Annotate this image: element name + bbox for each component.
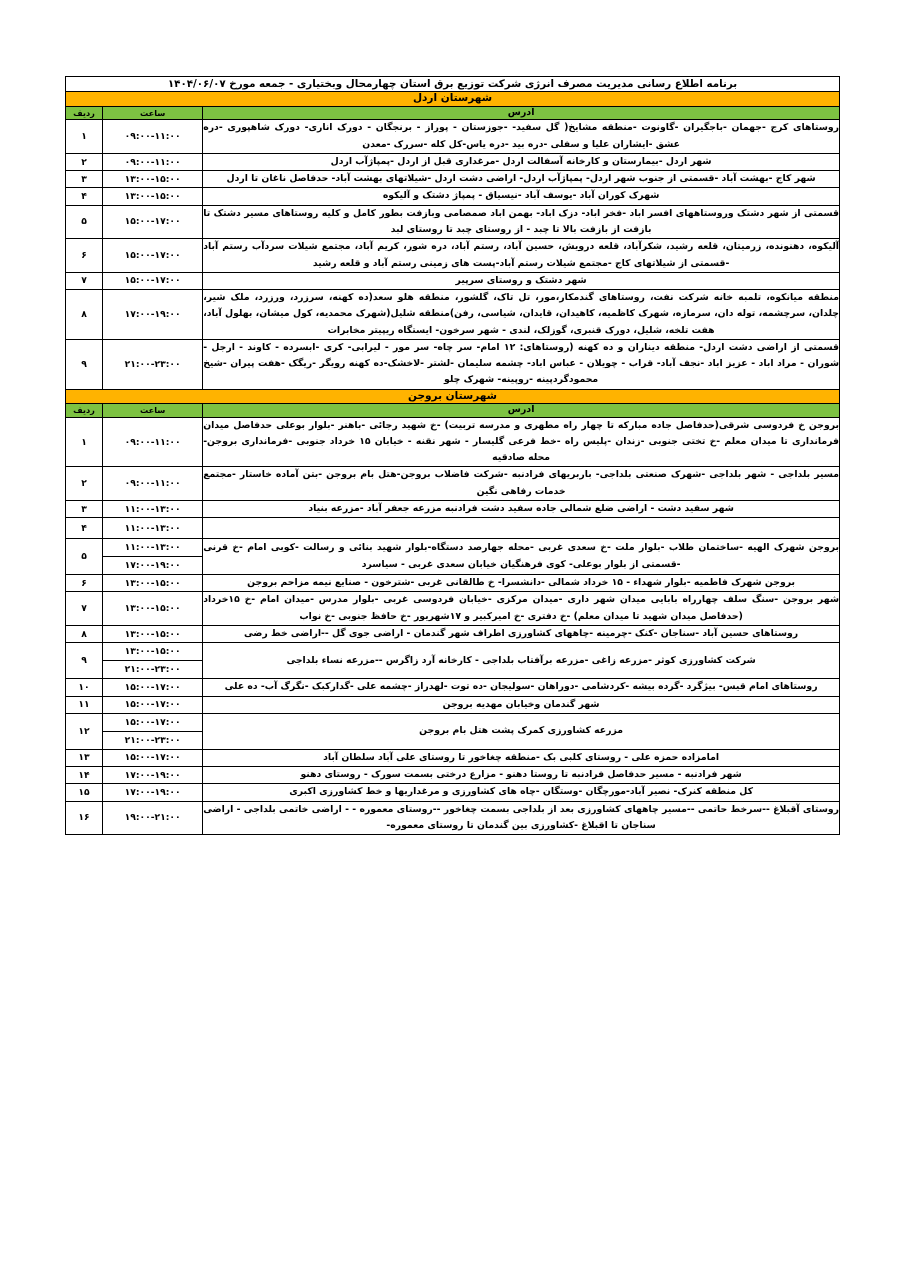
table-row: [66, 120, 840, 154]
row-number: ۵: [66, 205, 103, 239]
outage-time: ۰۹:۰۰-۱۱:۰۰: [103, 120, 203, 154]
table-row: [66, 784, 840, 801]
row-number: ۱۲: [66, 713, 103, 749]
row-number: ۱۱: [66, 696, 103, 713]
table-row: [66, 272, 840, 289]
row-number: ۷: [66, 272, 103, 289]
outage-time: ۱۳:۰۰-۱۵:۰۰: [124, 646, 181, 658]
document-title: برنامه اطلاع رسانی مدیریت مصرف انرژی شرکت توزیع برق استان چهارمحال وبختیاری - جمعه مورخ ۱۴۰۴/۰۶/۰۷: [66, 77, 840, 92]
outage-time: ۱۳:۰۰-۱۵:۰۰: [103, 171, 203, 188]
outage-time: ۲۱:۰۰-۲۳:۰۰: [103, 731, 202, 749]
document-title-row: [66, 77, 840, 92]
outage-time-group: [103, 643, 203, 679]
outage-address: منطقه میانکوه، تلمبه خانه شرکت نفت، روستاهای گندمکار،مور، تل تاک، گلشور، منطقه هلو سعد(ده کهنه، سرزرد، ورزرد، ملک شیر، چلدان، سرچشمه، توله دان، سرمازه، شهرک کاظمیه، کاهیدان، قایدان، شیاسی، رفن)منطقه شلیل(شهرک محمدیه، کول میشان، بهلول آباد، هفت تلخه، شلیل، دورک قنبری، گوزلک، لندی - شهر سرخون- ایستگاه ریپیتر مخابرات: [203, 290, 840, 340]
outage-address: آلیکوه، دهنونده، زرمیتان، قلعه رشید، شکرآباد، قلعه درویش، حسین آباد، رستم آباد، دره شور، کریم آباد، مجتمع شیلات سردآب رستم آباد -قسمتی از شیلاتهای کاج -مجتمع شیلات رستم آباد-پست های زمینی رستم آباد و قلعه رشید: [203, 239, 840, 273]
outage-time: ۱۳:۰۰-۱۵:۰۰: [103, 626, 203, 643]
outage-address: شهر سفید دشت - اراضی ضلع شمالی جاده سفید دشت فرادنبه مزرعه جعفر آباد -مزرعه بنیاد: [203, 500, 840, 517]
outage-time: ۰۹:۰۰-۱۱:۰۰: [103, 467, 203, 501]
outage-time: ۱۳:۰۰-۱۵:۰۰: [103, 592, 203, 626]
row-number: ۱۰: [66, 679, 103, 696]
outage-time: ۱۱:۰۰-۱۳:۰۰: [124, 542, 181, 554]
row-number: ۱: [66, 120, 103, 154]
table-row: [66, 592, 840, 626]
column-header-address: آدرس: [203, 107, 840, 120]
table-row: [66, 290, 840, 340]
column-header-row: [66, 404, 840, 417]
row-number: ۱۴: [66, 767, 103, 784]
table-row: [66, 153, 840, 170]
row-number: ۲: [66, 467, 103, 501]
outage-time: ۱۵:۰۰-۱۷:۰۰: [124, 716, 181, 728]
county-title: شهرستان بروجن: [66, 389, 840, 404]
outage-address: روستاهای امام قیس- بیژگرد -گرده بیشه -کردشامی -دوراهان -سولیجان -ده توت -لهدراز -چشمه علی -گدارکبک -نگرگ آب- ده علی: [203, 679, 840, 696]
outage-time: ۱۵:۰۰-۱۷:۰۰: [103, 749, 203, 766]
outage-address: شهر دشتک و روستای سرپیر: [203, 272, 840, 289]
outage-address: روستاهای حسین آباد -سناجان -کنک -چرمینه -چاههای کشاورزی اطراف شهر گندمان - اراضی جوی گل --اراضی خط رضی: [203, 626, 840, 643]
column-header-time: ساعت: [103, 107, 203, 120]
outage-address: قسمتی از شهر دشتک وروستاههای افسر اباد -فخر اباد- دزک اباد- بهمن اباد صمصامی وبازفت بطور کامل و کلیه روستاهای مسیر دشتک تا بازفت از بازفت بالا تا چبد - از روستای چبد تا روستای لبد: [203, 205, 840, 239]
outage-time: ۰۹:۰۰-۱۱:۰۰: [103, 417, 203, 467]
column-header-address: آدرس: [203, 404, 840, 417]
outage-address: [203, 518, 840, 539]
outage-time: ۱۱:۰۰-۱۳:۰۰: [103, 500, 203, 517]
table-row: [66, 643, 840, 679]
county-band-row: [66, 389, 840, 404]
table-row: [66, 696, 840, 713]
outage-address: شهر بروجن -سنگ سلف چهارراه بابایی میدان شهر داری -میدان مرکزی -خیابان فردوسی غربی -بلوار مدرس -میدان امام -خ ۱۵خرداد (حدفاصل میدان شهید تا میدان معلم) -خ دفتری -خ امیرکبیر و ۱۷شهریور -خ حافظ جنوبی -خ نواب: [203, 592, 840, 626]
row-number: ۱۶: [66, 801, 103, 835]
table-row: [66, 171, 840, 188]
table-row: [66, 749, 840, 766]
outage-time: ۱۳:۰۰-۱۵:۰۰: [103, 188, 203, 205]
outage-address: شهر اردل -بیمارستان و کارخانه آسفالت اردل -مرغداری قبل از اردل -پمپاژآب اردل: [203, 153, 840, 170]
outage-time-group: [103, 713, 203, 749]
table-row: [66, 539, 840, 575]
column-header-row-number: ردیف: [66, 404, 103, 417]
outage-time: ۱۷:۰۰-۱۹:۰۰: [103, 556, 202, 574]
table-row: [66, 801, 840, 835]
outage-address: بروجن شهرک فاطمیه -بلوار شهداء - ۱۵ خرداد شمالی -دانشسرا- خ طالقانی غربی -شترخون - صنایع نیمه مزاحم بروجن: [203, 575, 840, 592]
row-number: ۷: [66, 592, 103, 626]
table-row: [66, 767, 840, 784]
table-row: [66, 205, 840, 239]
outage-time: ۱۱:۰۰-۱۳:۰۰: [103, 518, 203, 539]
outage-time: ۱۹:۰۰-۲۱:۰۰: [103, 801, 203, 835]
table-row: [66, 575, 840, 592]
row-number: ۳: [66, 500, 103, 517]
county-title: شهرستان اردل: [66, 92, 840, 107]
column-header-row: [66, 107, 840, 120]
outage-address: امامزاده حمزه علی - روستای کلبی بک -منطقه چغاخور تا روستای علی آباد سلطان آباد: [203, 749, 840, 766]
outage-address: شهر فرادنبه - مسیر حدفاصل فرادنبه تا روستا دهنو - مزارع درختی بسمت سورک - روستای دهنو: [203, 767, 840, 784]
outage-time: ۱۵:۰۰-۱۷:۰۰: [103, 205, 203, 239]
outage-time: ۱۵:۰۰-۱۷:۰۰: [103, 272, 203, 289]
table-row: [66, 239, 840, 273]
row-number: ۹: [66, 643, 103, 679]
column-header-time: ساعت: [103, 404, 203, 417]
table-row: [66, 188, 840, 205]
outage-address: روستای آقبلاغ --سرخط حاتمی --مسیر چاههای کشاورزی بعد از بلداجی بسمت چغاخور --روستای معموره - - اراضی خاتمی بلداجی - اراضی سناجان تا اقبلاغ -کشاورزی بین گندمان تا روستای معموره-: [203, 801, 840, 835]
outage-time: ۱۵:۰۰-۱۷:۰۰: [103, 696, 203, 713]
outage-time: ۲۱:۰۰-۲۳:۰۰: [103, 660, 202, 678]
outage-address: کل منطقه کنرک- نصیر آباد-مورچگان -وستگان -چاه های کشاورزی و مرغداریها و خط کشاورزی اکبری: [203, 784, 840, 801]
row-number: ۴: [66, 518, 103, 539]
table-row: [66, 339, 840, 389]
outage-address: شهر گندمان وخیابان مهدیه بروجن: [203, 696, 840, 713]
row-number: ۶: [66, 575, 103, 592]
row-number: ۱۳: [66, 749, 103, 766]
outage-time-group: [103, 539, 203, 575]
row-number: ۴: [66, 188, 103, 205]
table-row: [66, 713, 840, 749]
outage-time: ۲۱:۰۰-۲۳:۰۰: [103, 339, 203, 389]
table-row: [66, 500, 840, 517]
outage-time: ۱۷:۰۰-۱۹:۰۰: [103, 784, 203, 801]
column-header-row-number: ردیف: [66, 107, 103, 120]
row-number: ۵: [66, 539, 103, 575]
outage-address: مسیر بلداجی - شهر بلداجی -شهرک صنعتی بلداجی- باربریهای فرادنبه -شرکت فاضلاب بروجن-هتل بام بروجن -بتن آماده خاستار -مجتمع خدمات رفاهی نگین: [203, 467, 840, 501]
outage-time: ۱۷:۰۰-۱۹:۰۰: [103, 290, 203, 340]
outage-address: روستاهای کرج -جهمان -باجگیران -گاونوت -منطقه مشایخ( گل سفید- -جوزستان - پوراز - برنجگان - دورک اناری- دورک شاهپوری -دره عشق -ایشاران علیا و سفلی -دره بید -دره یاس-کل کله -سررک -معدن: [203, 120, 840, 154]
outage-address: بروجن خ فردوسی شرقی(حدفاصل جاده مبارکه تا چهار راه مطهری و مدرسه تربیت) -خ شهید رجائی -باهنر -بلوار بوعلی حدفاصل میدان فرمانداری تا میدان معلم -خ تختی جنوبی -زندان -پلیس راه -خط فرعی گلیسار - شهر نقنه - خیابان ۱۵ خرداد جنوبی -فرمانداری بروجن- محله صادقیه: [203, 417, 840, 467]
outage-time: ۱۳:۰۰-۱۵:۰۰: [103, 575, 203, 592]
row-number: ۲: [66, 153, 103, 170]
outage-time: ۱۷:۰۰-۱۹:۰۰: [103, 767, 203, 784]
outage-time: ۰۹:۰۰-۱۱:۰۰: [103, 153, 203, 170]
outage-address: شهر کاج -بهشت آباد -قسمتی از جنوب شهر اردل- پمپاژآب اردل- اراضی دشت اردل -شیلاتهای بهشت آباد- حدفاصل ناغان تا اردل: [203, 171, 840, 188]
outage-address: بروجن شهرک الهیه -ساختمان طلاب -بلوار ملت -خ سعدی غربی -محله جهارصد دستگاه-بلوار شهید بنائی و رسالت -کوبی امام -خ قرنی -قسمتی از بلوار بوعلی- کوی فرهنگیان خیابان سعدی غربی - سیاسرد: [203, 539, 840, 575]
outage-time: ۱۵:۰۰-۱۷:۰۰: [103, 679, 203, 696]
county-band-row: [66, 92, 840, 107]
row-number: ۸: [66, 626, 103, 643]
outage-address: شرکت کشاورزی کوثر -مزرعه زاغی -مزرعه برآفتاب بلداجی - کارخانه آرد زاگرس --مزرعه نساء بلداجی: [203, 643, 840, 679]
table-row: [66, 518, 840, 539]
outage-address: قسمتی از اراضی دشت اردل- منطقه دیناران و ده کهنه (روستاهای: ۱۲ امام- سر چاه- سر مور - لیرابی- کری -ابسرده - کاوند - ارجل - شوران - مراد اباد - عزیز اباد -نجف آباد- قراب - چویلان - عباس اباد- چشمه سلیمان -لشتر -لاخشک-ده کهنه رویگر -ریگک -هفت پیران -شیخ محمودگردپینه -روپینه- شهرک چلو: [203, 339, 840, 389]
table-row: [66, 626, 840, 643]
outage-address: شهرک کوران آباد -یوسف آباد -نیسیاق - پمپاژ دشتک و آلیکوه: [203, 188, 840, 205]
outage-schedule-table: [65, 76, 840, 835]
row-number: ۶: [66, 239, 103, 273]
row-number: ۳: [66, 171, 103, 188]
table-row: [66, 679, 840, 696]
outage-time: ۱۵:۰۰-۱۷:۰۰: [103, 239, 203, 273]
row-number: ۹: [66, 339, 103, 389]
outage-address: مزرعه کشاورزی کمرک پشت هتل بام بروجن: [203, 713, 840, 749]
row-number: ۱: [66, 417, 103, 467]
table-row: [66, 467, 840, 501]
table-row: [66, 417, 840, 467]
row-number: ۸: [66, 290, 103, 340]
row-number: ۱۵: [66, 784, 103, 801]
